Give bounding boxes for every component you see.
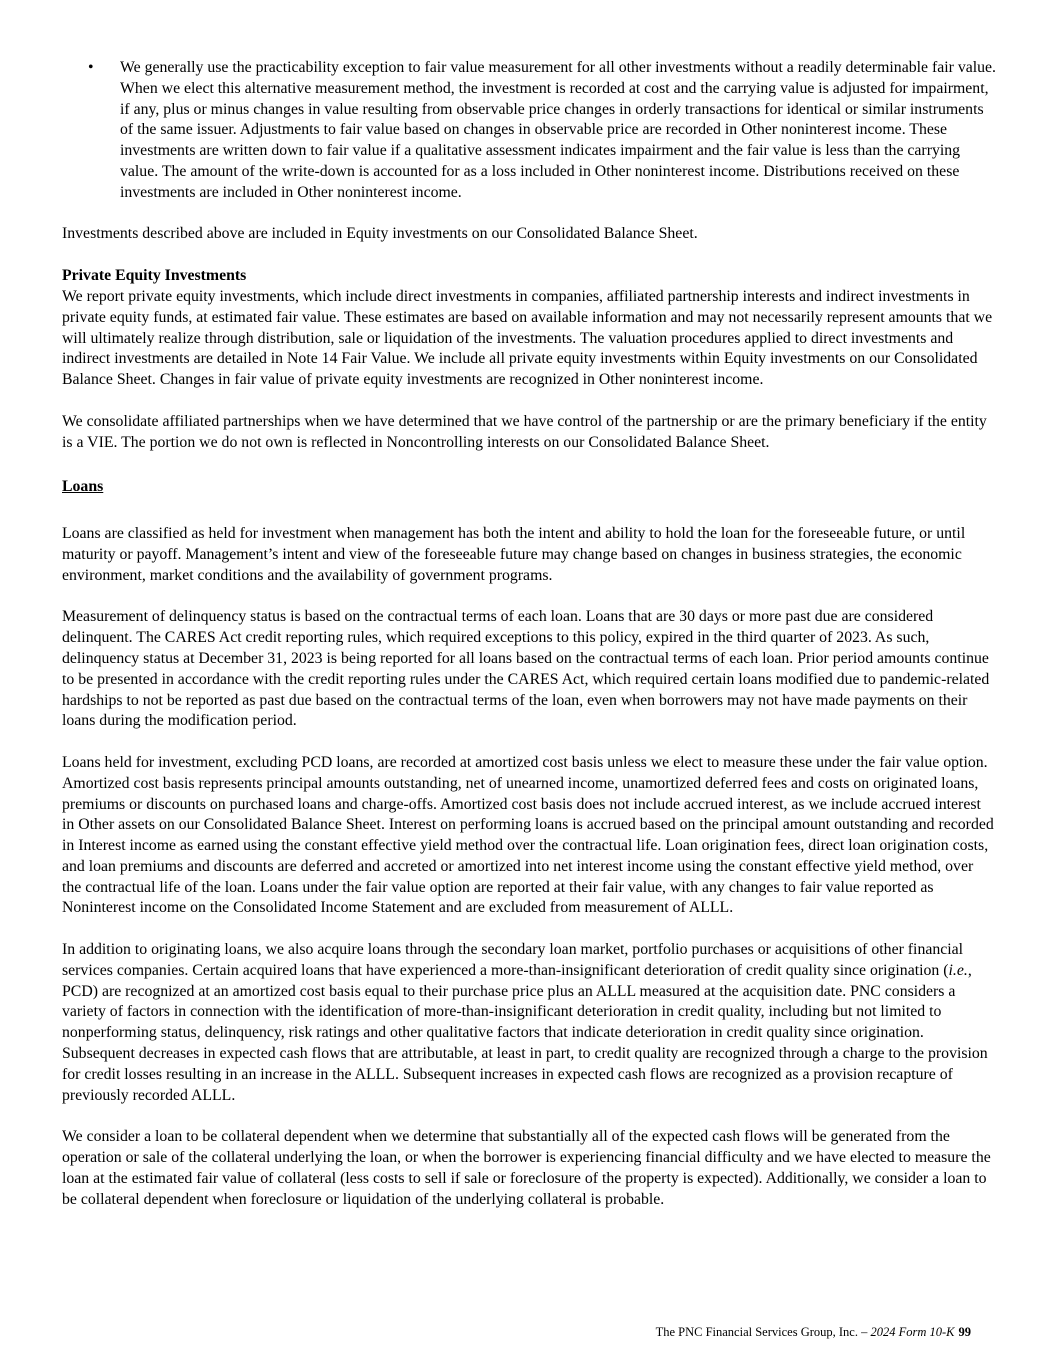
bullet-item <box>62 58 996 204</box>
loans-paragraph-4-part-1: In addition to originating loans, we also acquire loans through the secondary loan market, portfolio purchases or acquisitions of other financial services companies. Certain acquired loans that have experienced a more-than-insignificant deterioration of credit quality since origination ( <box>62 941 964 979</box>
bullet-text: We generally use the practicability exception to fair value measurement for all other investments without a readily determinable fair value. When we elect this alternative measurement method, the investment is recorded at cost and the carrying value is adjusted for impairment, if any, plus or minus changes in value resulting from observable price changes in orderly transactions for identical or similar instruments of the same issuer. Adjustments to fair value based on changes in observable price are recorded in Other noninterest income. These investments are written down to fair value if a qualitative assessment indicates impairment and the fair value is less than the carrying value. The amount of the write-down is accounted for as a loss included in Other noninterest income. Distributions received on these investments are included in Other noninterest income. <box>120 59 996 201</box>
ie-abbreviation: i.e. <box>948 961 968 979</box>
document-body <box>62 58 996 1210</box>
footer-company: The PNC Financial Services Group, Inc. – <box>655 1325 871 1339</box>
loans-paragraph-3: Loans held for investment, excluding PCD loans, are recorded at amortized cost basis unless we elect to measure these under the fair value option. Amortized cost basis represents principal amounts outstanding, net of unearned income, unamortized deferred fees and costs on originated loans, premiums or discounts on purchased loans and charge-offs. Amortized cost basis does not include accrued interest, as we include accrued interest in Other assets on our Consolidated Balance Sheet. Interest on performing loans is accrued based on the principal amount outstanding and recorded in Interest income as earned using the constant effective yield method over the contractual life. Loan origination fees, direct loan origination costs, and loan premiums and discounts are deferred and accreted or amortized into net interest income using the constant effective yield method, over the contractual life of the loan. Loans under the fair value option are reported at their fair value, with any changes to fair value reported as Noninterest income on the Consolidated Income Statement and are excluded from measurement of ALLL. <box>62 753 994 917</box>
private-equity-paragraph-2: We consolidate affiliated partnerships when we have determined that we have control of the partnership or are the primary beneficiary if the entity is a VIE. The portion we do not own is reflected in Noncontrolling interests on our Consolidated Balance Sheet. <box>62 412 987 451</box>
page-footer <box>656 1325 971 1340</box>
loans-paragraph-4-part-2: , PCD) are recognized at an amortized cost basis equal to their purchase price plus an ALLL measured at the acquisition date. PNC considers a variety of factors in connection with the identification of more-than-insignificant deterioration in credit quality, including but not limited to nonperforming status, delinquency, risk ratings and other qualitative factors that indicate deterioration in credit quality since origination. Subsequent decreases in expected cash flows that are attributable, at least in part, to credit quality are recognized through a charge to the provision for credit losses resulting in an increase in the ALLL. Subsequent increases in expected cash flows are recognized as a provision recapture of previously recorded ALLL. <box>62 961 988 1104</box>
page-number: 99 <box>958 1325 971 1339</box>
loans-paragraph-2: Measurement of delinquency status is based on the contractual terms of each loan. Loans that are 30 days or more past due are considered delinquent. The CARES Act credit reporting rules, which required exceptions to this policy, expired in the third quarter of 2023. As such, delinquency status at December 31, 2023 is being reported for all loans based on the contractual terms of each loan. Prior period amounts continue to be presented in accordance with the credit reporting rules under the CARES Act, which required certain loans modified due to pandemic-related hardships to not be reported as past due based on the contractual terms of the loan, even when borrowers may not have made payments on their loans during the modification period. <box>62 608 990 730</box>
private-equity-paragraph-1: We report private equity investments, which include direct investments in companies, affiliated partnership interests and indirect investments in private equity funds, at estimated fair value. These estimates are based on available information and may not necessarily represent amounts that we will ultimately realize through distribution, sale or liquidation of the investments. The valuation procedures applied to direct investments and indirect investments are detailed in Note 14 Fair Value. We include all private equity investments within Equity investments on our Consolidated Balance Sheet. Changes in fair value of private equity investments are recognized in Other noninterest income. <box>62 287 993 389</box>
loans-paragraph-1: Loans are classified as held for investment when management has both the intent and ability to hold the loan for the foreseeable future, or until maturity or payoff. Management’s intent and view of the foreseeable future may change based on changes in business strategies, the economic environment, market conditions and the availability of government programs. <box>62 525 966 584</box>
bullet-point-icon: • <box>88 59 94 76</box>
loans-heading: Loans <box>62 478 104 496</box>
loans-paragraph-5: We consider a loan to be collateral dependent when we determine that substantially all of the expected cash flows will be generated from the operation or sale of the collateral underlying the loan, or when the borrower is experiencing financial difficulty and we have elected to measure the loan at the estimated fair value of collateral (less costs to sell if sale or foreclosure of the property is expected). Additionally, we consider a loan to be collateral dependent when foreclosure or liquidation of the underlying collateral is probable. <box>62 1128 991 1208</box>
private-equity-heading: Private Equity Investments <box>62 267 247 285</box>
footer-form: 2024 Form 10-K <box>870 1325 955 1339</box>
loans-paragraph-4 <box>62 940 996 1106</box>
investments-note: Investments described above are included in Equity investments on our Consolidated Balance Sheet. <box>62 225 698 243</box>
